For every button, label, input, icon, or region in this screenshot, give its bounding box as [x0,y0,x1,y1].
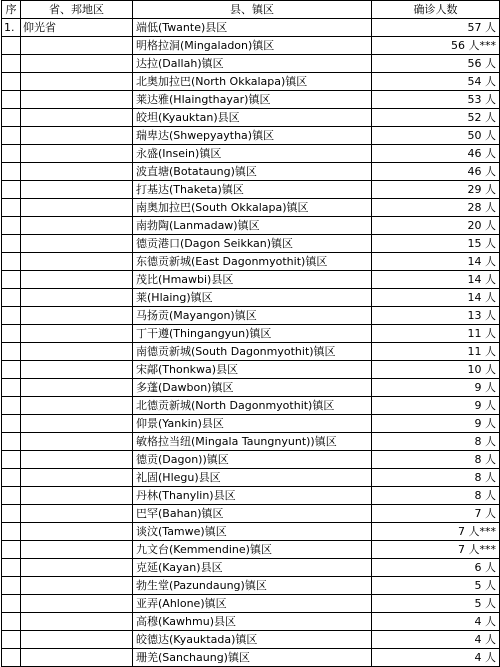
province-cell [21,181,133,199]
province-cell [21,55,133,73]
province-cell [21,91,133,109]
district-cell: 巴罕(Bahan)镇区 [133,505,372,523]
province-cell [21,73,133,91]
district-cell: 谈汶(Tamwe)镇区 [133,523,372,541]
case-count-cell: 4 人 [372,631,500,649]
case-count-cell: 28 人 [372,199,500,217]
district-cell: 丁干遵(Thingangyun)镇区 [133,325,372,343]
header-row [2,1,500,19]
table-row [2,55,500,73]
table-row [2,91,500,109]
district-cell: 莱达雅(Hlaingthayar)镇区 [133,91,372,109]
row-index-cell [2,559,21,577]
header-index: 序 [2,1,21,19]
province-cell [21,649,133,667]
row-index-cell [2,613,21,631]
row-index-cell [2,325,21,343]
table-row [2,415,500,433]
table-row [2,541,500,559]
district-cell: 明格拉洞(Mingaladon)镇区 [133,37,372,55]
table-row [2,595,500,613]
row-index-cell [2,505,21,523]
row-index-cell [2,181,21,199]
case-count-cell: 8 人 [372,487,500,505]
case-count-cell: 11 人 [372,325,500,343]
district-cell: 敏格拉当纽(Mingala Taungnyunt))镇区 [133,433,372,451]
province-cell [21,505,133,523]
district-cell: 南奥加拉巴(South Okkalapa)镇区 [133,199,372,217]
district-cell: 北德贡新城(North Dagonmyothit)镇区 [133,397,372,415]
province-cell [21,451,133,469]
case-count-cell: 9 人 [372,379,500,397]
row-index-cell [2,469,21,487]
case-count-cell: 46 人 [372,163,500,181]
district-cell: 波直塘(Botataung)镇区 [133,163,372,181]
table-row [2,559,500,577]
case-count-cell: 10 人 [372,361,500,379]
row-index-cell [2,73,21,91]
row-index-cell [2,307,21,325]
case-count-cell: 7 人 [372,505,500,523]
case-count-cell: 9 人 [372,397,500,415]
case-count-cell: 56 人 [372,55,500,73]
case-count-cell: 50 人 [372,127,500,145]
district-cell: 德贡(Dagon))镇区 [133,451,372,469]
table-row [2,217,500,235]
table-row [2,631,500,649]
district-cell: 珊羌(Sanchaung)镇区 [133,649,372,667]
table-row [2,451,500,469]
row-index-cell [2,343,21,361]
district-cell: 皎坦(Kyauktan)县区 [133,109,372,127]
province-cell [21,487,133,505]
case-count-cell: 13 人 [372,307,500,325]
row-index-cell [2,235,21,253]
row-index-cell [2,253,21,271]
case-count-cell: 52 人 [372,109,500,127]
case-count-cell: 6 人 [372,559,500,577]
table-row [2,433,500,451]
district-cell: 九文台(Kemmendine)镇区 [133,541,372,559]
table-row [2,181,500,199]
table-row [2,469,500,487]
province-cell [21,163,133,181]
province-cell [21,469,133,487]
table-row [2,109,500,127]
row-index-cell [2,145,21,163]
table-row [2,235,500,253]
row-index-cell [2,163,21,181]
case-count-cell: 4 人 [372,649,500,667]
province-cell [21,199,133,217]
case-count-cell: 56 人*** [372,37,500,55]
header-district: 县、镇区 [133,1,372,19]
district-cell: 皎德达(Kyauktada)镇区 [133,631,372,649]
district-cell: 达拉(Dallah)镇区 [133,55,372,73]
table-row [2,361,500,379]
table-row [2,289,500,307]
table-row [2,127,500,145]
row-index-cell [2,289,21,307]
district-cell: 南德贡新城(South Dagonmyothit)镇区 [133,343,372,361]
table-row [2,577,500,595]
case-count-cell: 29 人 [372,181,500,199]
table-row [2,613,500,631]
province-cell [21,631,133,649]
district-cell: 马扬贡(Mayangon)镇区 [133,307,372,325]
case-count-cell: 57 人 [372,19,500,37]
province-cell [21,325,133,343]
province-cell [21,559,133,577]
table-row [2,649,500,667]
province-cell [21,289,133,307]
table-row [2,505,500,523]
province-cell [21,37,133,55]
header-count: 确诊人数 [372,1,500,19]
province-cell [21,109,133,127]
row-index-cell [2,523,21,541]
header-province: 省、邦地区 [21,1,133,19]
table-row [2,199,500,217]
table-row [2,253,500,271]
table-row [2,37,500,55]
district-cell: 仰景(Yankin)县区 [133,415,372,433]
district-cell: 莱(Hlaing)镇区 [133,289,372,307]
province-cell [21,613,133,631]
district-cell: 克延(Kayan)县区 [133,559,372,577]
case-count-cell: 14 人 [372,253,500,271]
case-count-cell: 14 人 [372,271,500,289]
case-count-cell: 4 人 [372,613,500,631]
province-cell [21,145,133,163]
district-cell: 勃生堂(Pazundaung)镇区 [133,577,372,595]
table-row [2,379,500,397]
province-cell [21,307,133,325]
district-cell: 高穆(Kawhmu)县区 [133,613,372,631]
case-count-cell: 7 人*** [372,541,500,559]
province-cell [21,235,133,253]
row-index-cell [2,451,21,469]
table-row [2,163,500,181]
province-cell [21,397,133,415]
province-cell [21,415,133,433]
table-row [2,325,500,343]
row-index-cell [2,595,21,613]
case-count-cell: 54 人 [372,73,500,91]
row-index-cell [2,199,21,217]
district-cell: 端低(Twante)县区 [133,19,372,37]
district-cell: 北奥加拉巴(North Okkalapa)镇区 [133,73,372,91]
row-index-cell [2,487,21,505]
province-cell [21,361,133,379]
row-index-cell [2,127,21,145]
district-cell: 永盛(Insein)镇区 [133,145,372,163]
province-cell [21,577,133,595]
row-index-cell [2,433,21,451]
table-row [2,73,500,91]
district-cell: 德贡港口(Dagon Seikkan)镇区 [133,235,372,253]
row-index-cell [2,109,21,127]
row-index-cell [2,379,21,397]
district-cell: 瑞卑达(Shwepyaytha)镇区 [133,127,372,145]
table-row [2,307,500,325]
district-cell: 茂比(Hmawbi)县区 [133,271,372,289]
row-index-cell [2,91,21,109]
case-count-cell: 53 人 [372,91,500,109]
row-index-cell [2,397,21,415]
district-cell: 南勃陶(Lanmadaw)镇区 [133,217,372,235]
district-cell: 东德贡新城(East Dagonmyothit)镇区 [133,253,372,271]
province-cell [21,343,133,361]
table-row [2,397,500,415]
table-row [2,19,500,37]
table-row [2,343,500,361]
district-cell: 多蓬(Dawbon)镇区 [133,379,372,397]
row-index-cell [2,271,21,289]
row-index-cell [2,37,21,55]
province-cell [21,271,133,289]
cases-table [1,0,500,667]
table-row [2,523,500,541]
case-count-cell: 14 人 [372,289,500,307]
district-cell: 打基达(Thaketa)镇区 [133,181,372,199]
case-count-cell: 5 人 [372,577,500,595]
province-cell [21,217,133,235]
case-count-cell: 46 人 [372,145,500,163]
case-count-cell: 15 人 [372,235,500,253]
case-count-cell: 8 人 [372,451,500,469]
province-cell [21,379,133,397]
district-cell: 宋鄗(Thonkwa)县区 [133,361,372,379]
row-index-cell [2,217,21,235]
row-index-cell [2,415,21,433]
row-index-cell: 1. [2,19,21,37]
row-index-cell [2,55,21,73]
district-cell: 丹林(Thanylin)县区 [133,487,372,505]
case-count-cell: 20 人 [372,217,500,235]
row-index-cell [2,541,21,559]
case-count-cell: 7 人*** [372,523,500,541]
row-index-cell [2,649,21,667]
table-row [2,271,500,289]
table-row [2,145,500,163]
province-cell [21,253,133,271]
district-cell: 礼固(Hlegu)县区 [133,469,372,487]
case-count-cell: 9 人 [372,415,500,433]
row-index-cell [2,361,21,379]
table-body [2,19,500,667]
case-count-cell: 8 人 [372,433,500,451]
province-cell [21,523,133,541]
case-count-cell: 8 人 [372,469,500,487]
province-cell [21,127,133,145]
row-index-cell [2,631,21,649]
row-index-cell [2,577,21,595]
case-count-cell: 5 人 [372,595,500,613]
province-cell: 仰光省 [21,19,133,37]
province-cell [21,595,133,613]
case-count-cell: 11 人 [372,343,500,361]
table-row [2,487,500,505]
province-cell [21,541,133,559]
province-cell [21,433,133,451]
district-cell: 亚弄(Ahlone)镇区 [133,595,372,613]
